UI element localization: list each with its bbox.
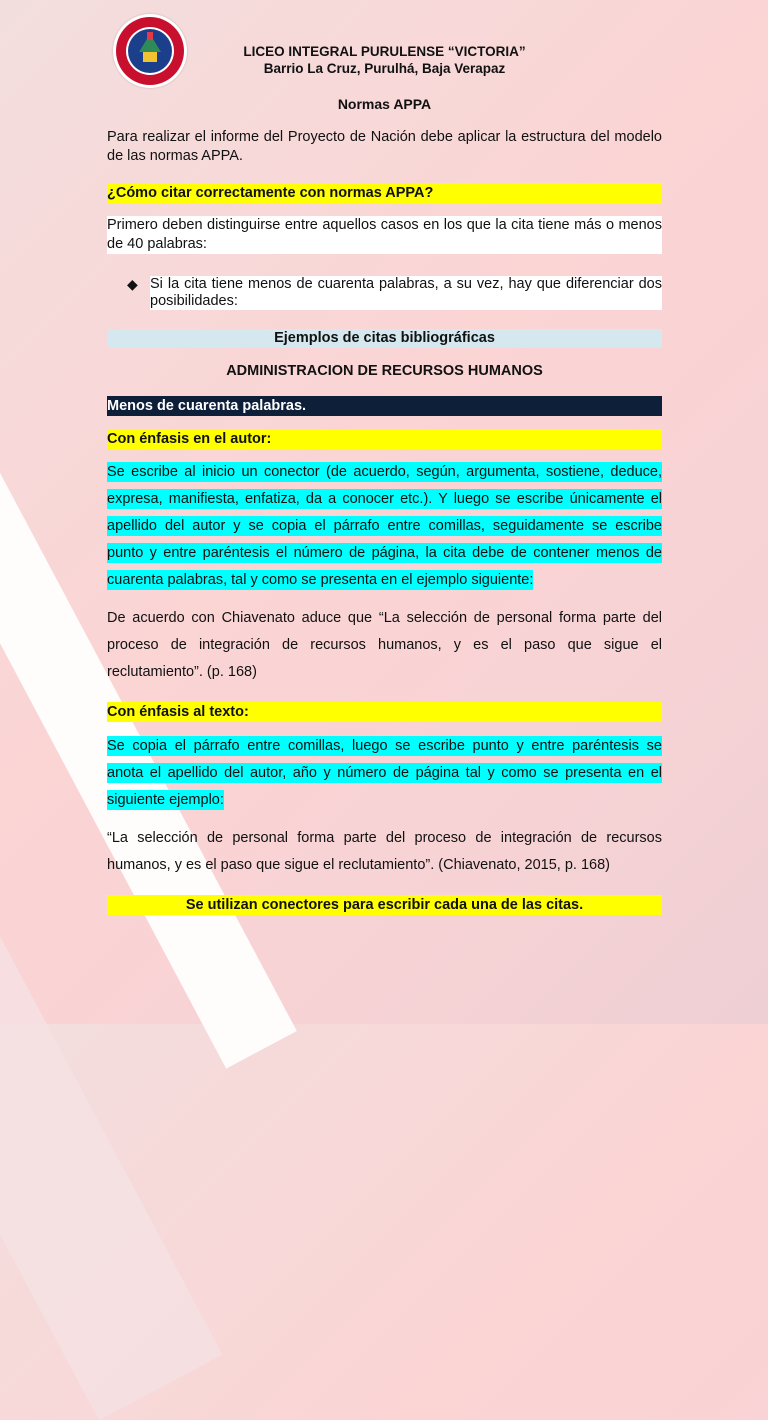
author-emphasis-heading: Con énfasis en el autor: — [107, 429, 662, 449]
author-example-line: De acuerdo con Chiavenato aduce que “La selección de personal forma parte del — [107, 610, 662, 626]
text-desc-line: siguiente ejemplo: — [107, 792, 224, 808]
text-example-line: humanos, y es el paso que sigue el reclutamiento”. (Chiavenato, 2015, p. 168) — [107, 857, 610, 873]
text-desc-line: Se copia el párrafo entre comillas, luego se escribe punto y entre paréntesis se — [107, 738, 662, 754]
author-desc-line: punto y entre paréntesis el número de página, la cita debe de contener menos de — [107, 545, 662, 561]
author-desc-line: Se escribe al inicio un conector (de acuerdo, según, argumenta, sostiene, deduce, — [107, 464, 662, 480]
text-emphasis-heading: Con énfasis al texto: — [107, 702, 662, 722]
school-address: Barrio La Cruz, Purulhá, Baja Verapaz — [263, 61, 506, 76]
footer-note: Se utilizan conectores para escribir cada una de las citas. — [107, 895, 662, 915]
author-example — [107, 605, 662, 686]
author-example-line: proceso de integración de recursos humanos, y es el paso que sigue el — [107, 637, 662, 653]
text-example — [107, 825, 662, 879]
author-desc-line: expresa, manifiesta, enfatiza, da a conocer etc.). Y luego se escribe únicamente el — [107, 491, 662, 507]
author-desc-line: apellido del autor y se copia el párrafo entre comillas, seguidamente se escribe — [107, 518, 662, 534]
author-example-line: reclutamiento”. (p. 168) — [107, 664, 257, 680]
section-bar: Menos de cuarenta palabras. — [107, 396, 662, 416]
letterhead — [107, 43, 662, 77]
diamond-bullet-icon: ◆ — [127, 276, 138, 292]
text-description — [107, 733, 662, 814]
first-paragraph: Primero deben distinguirse entre aquellos casos en los que la cita tiene más o menos de 40 palabras: — [107, 217, 662, 252]
subject-heading: ADMINISTRACION DE RECURSOS HUMANOS — [226, 363, 543, 379]
text-example-line: “La selección de personal forma parte del proceso de integración de recursos — [107, 830, 662, 846]
bullet-item: Si la cita tiene menos de cuarenta palabras, a su vez, hay que diferenciar dos posibilidades: — [150, 276, 662, 309]
examples-heading: Ejemplos de citas bibliográficas — [107, 329, 662, 348]
school-name: LICEO INTEGRAL PURULENSE “VICTORIA” — [243, 44, 526, 59]
question-heading: ¿Cómo citar correctamente con normas APPA? — [107, 183, 662, 204]
intro-paragraph: Para realizar el informe del Proyecto de Nación debe aplicar la estructura del modelo de las normas APPA. — [107, 129, 662, 164]
author-description — [107, 459, 662, 594]
author-desc-line: cuarenta palabras, tal y como se presenta en el ejemplo siguiente: — [107, 572, 534, 588]
text-desc-line: anota el apellido del autor, año y número de página tal y como se presenta en el — [107, 765, 662, 781]
page-title: Normas APPA — [337, 96, 432, 112]
